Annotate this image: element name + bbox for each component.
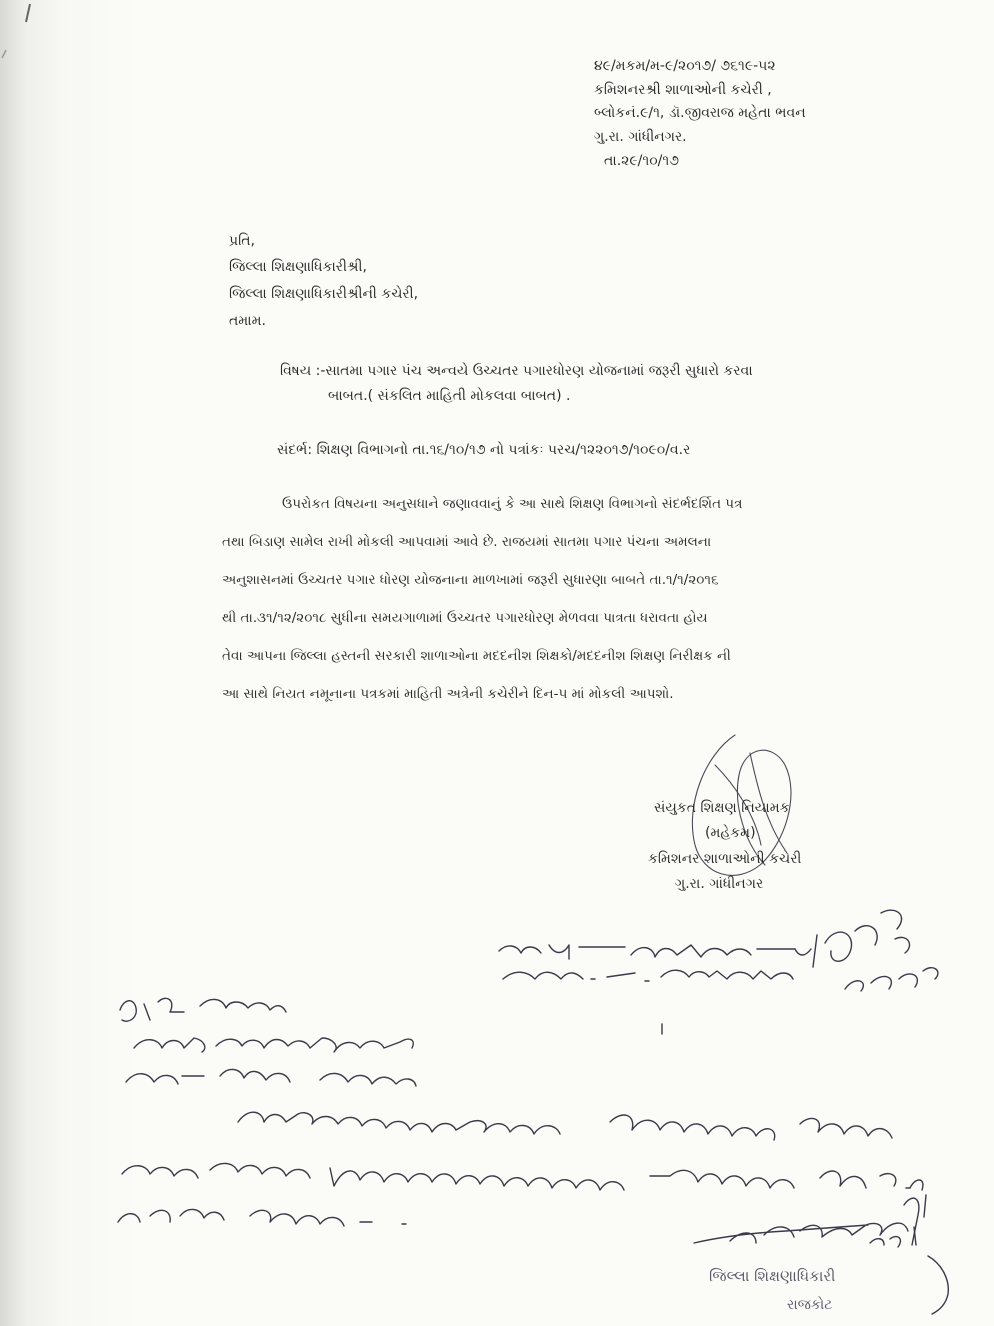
signatory-title: સંયુકત શિક્ષણ નિયામક bbox=[654, 800, 790, 816]
body-line-3: અનુશાસનમાં ઉચ્ચતર પગાર ધોરણ યોજનાના માળખામાં જરૂરી સુધારણા બાબતે તા.૧/૧/૨૦૧૬ bbox=[222, 572, 719, 588]
recipient-line-4: તમામ. bbox=[229, 313, 266, 329]
ink-dot-icon bbox=[658, 1022, 668, 1046]
district-office: જિલ્લા શિક્ષણાધિકારી bbox=[709, 1267, 836, 1285]
office-name: કમિશનરશ્રી શાળાઓની કચેરી , bbox=[594, 82, 772, 98]
paper-edge bbox=[0, 0, 26, 1326]
body-line-4: થી તા.૩૧/૧૨/૨૦૧૮ સુધીના સમયગાળામાં ઉચ્ચતર પગારધોરણ મેળવવા પાત્રતા ધરાવતા હોય bbox=[222, 610, 708, 626]
signatory-city: ગુ.રા. ગાંધીનગર bbox=[675, 876, 764, 892]
office-address: બ્લોકનં.૯/૧, ડૉ.જીવરાજ મહેતા ભવન bbox=[594, 105, 806, 121]
body-line-6: આ સાથે નિયત નમૂનાના પત્રકમાં માહિતી અત્રેની કચેરીને દિન-૫ માં મોકલી આપશો. bbox=[222, 686, 674, 702]
body-line-5: તેવા આપના જિલ્લા હસ્તની સરકારી શાળાઓના મદદનીશ શિક્ષકો/મદદનીશ શિક્ષણ નિરીક્ષક ની bbox=[222, 648, 731, 664]
recipient-line-3: જિલ્લા શિક્ષણાધિકારીશ્રીની કચેરી, bbox=[229, 286, 419, 302]
ref-number: ૪૯/મકમ/મ-૯/૨૦૧૭/ ૭૬૧૯-૫૨ bbox=[594, 58, 776, 74]
body-line-2: તથા બિડાણ સામેલ રાખી મોકલી આપવામાં આવે છે. રાજયમાં સાતમા પગાર પંચના અમલના bbox=[222, 534, 712, 550]
recipient-line-1: પ્રતિ, bbox=[229, 233, 255, 249]
handwritten-inward-number-icon bbox=[495, 905, 955, 999]
closing-bracket-icon bbox=[920, 1250, 960, 1324]
district-signature-icon bbox=[690, 1185, 950, 1279]
letter-date: તા.૨૯/૧૦/૧૭ bbox=[604, 153, 679, 169]
subject-line-1: વિષય :-સાતમા પગાર પંચ અન્વયે ઉચ્ચતર પગારધોરણ યોજનામાં જરૂરી સુધારો કરવા bbox=[280, 363, 753, 379]
signatory-office: કમિશનર શાળાઓની કચેરી bbox=[648, 851, 802, 867]
district-city: રાજકોટ bbox=[787, 1297, 833, 1313]
office-city: ગુ.રા. ગાંધીનગર. bbox=[594, 129, 687, 145]
subject-line-2: બાબત.( સંકલિત માહિતી મોકલવા બાબત) . bbox=[328, 388, 571, 404]
recipient-line-2: જિલ્લા શિક્ષણાધિકારીશ્રી, bbox=[229, 259, 367, 275]
corner-mark-icon bbox=[0, 0, 40, 60]
reference-line: સંદર્ભ: શિક્ષણ વિભાગનો તા.૧૬/૧૦/૧૭ નો પત્રાંકઃ પરચ/૧૨૨૦૧૭/૧૦૯૦/વ.ર bbox=[277, 442, 691, 458]
body-line-1: ઉપરોકત વિષયના અનુસધાને જણાવવાનું કે આ સાથે શિક્ષણ વિભાગનો સંદર્ભદર્શિત પત્ર bbox=[282, 496, 743, 512]
signatory-dept: (મહેકમ) bbox=[705, 825, 756, 841]
